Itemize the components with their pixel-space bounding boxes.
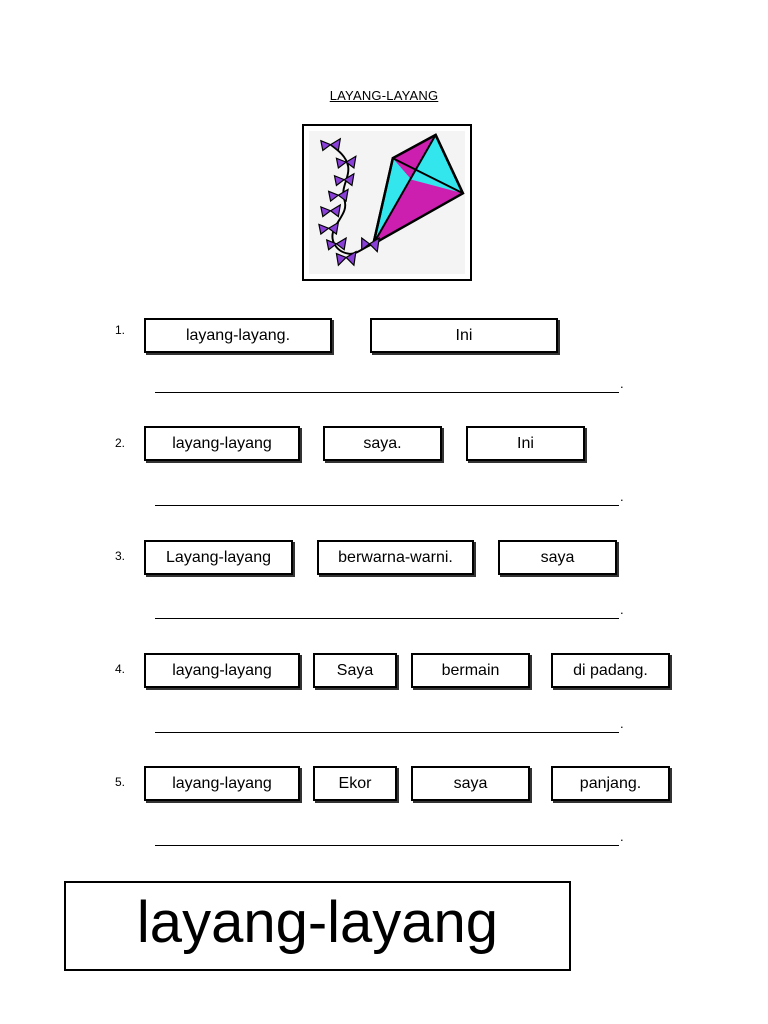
word-card[interactable]: berwarna-warni. xyxy=(317,540,474,575)
word-card[interactable]: di padang. xyxy=(551,653,670,688)
big-word-card: layang-layang xyxy=(64,881,571,971)
kite-image xyxy=(309,131,465,274)
worksheet-title: LAYANG-LAYANG xyxy=(329,88,439,103)
word-card[interactable]: panjang. xyxy=(551,766,670,801)
answer-line-2[interactable] xyxy=(155,505,619,506)
answer-period: . xyxy=(620,602,624,617)
answer-line-5[interactable] xyxy=(155,845,619,846)
word-card[interactable]: Ini xyxy=(370,318,558,353)
answer-line-3[interactable] xyxy=(155,618,619,619)
answer-period: . xyxy=(620,716,624,731)
question-number-3: 3. xyxy=(115,549,126,563)
word-card[interactable]: layang-layang. xyxy=(144,318,332,353)
word-card[interactable]: saya xyxy=(498,540,617,575)
word-card[interactable]: saya. xyxy=(323,426,442,461)
word-card[interactable]: Saya xyxy=(313,653,397,688)
word-card[interactable]: layang-layang xyxy=(144,766,300,801)
answer-period: . xyxy=(620,489,624,504)
word-card[interactable]: layang-layang xyxy=(144,426,300,461)
question-number-5: 5. xyxy=(115,775,126,789)
answer-period: . xyxy=(620,376,624,391)
word-card[interactable]: Ekor xyxy=(313,766,397,801)
word-card[interactable]: bermain xyxy=(411,653,530,688)
answer-line-4[interactable] xyxy=(155,732,619,733)
question-number-2: 2. xyxy=(115,436,126,450)
word-card[interactable]: Ini xyxy=(466,426,585,461)
answer-line-1[interactable] xyxy=(155,392,619,393)
question-number-1: 1. xyxy=(115,323,126,337)
kite-illustration-frame xyxy=(302,124,472,281)
word-card[interactable]: Layang-layang xyxy=(144,540,293,575)
word-card[interactable]: layang-layang xyxy=(144,653,300,688)
word-card[interactable]: saya xyxy=(411,766,530,801)
kite-illustration xyxy=(309,131,465,274)
answer-period: . xyxy=(620,829,624,844)
question-number-4: 4. xyxy=(115,662,126,676)
